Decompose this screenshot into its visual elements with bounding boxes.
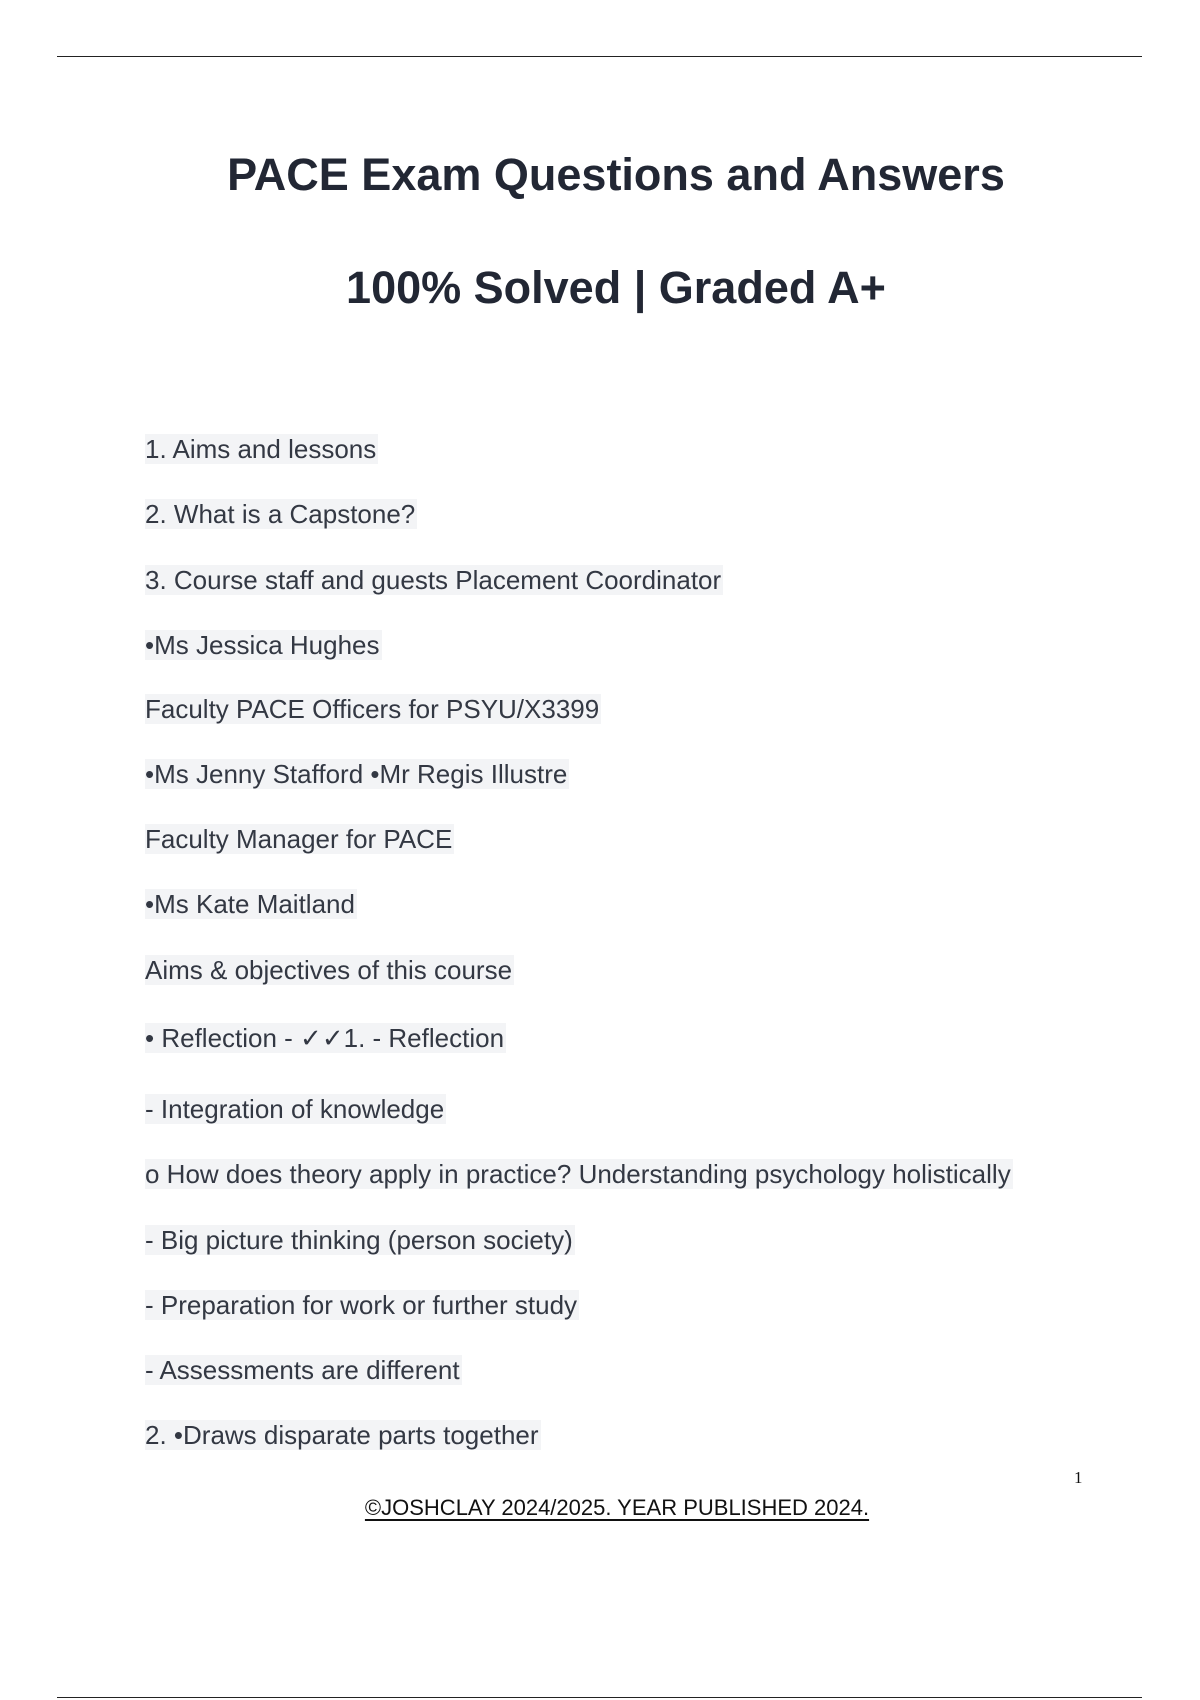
content-line: •Ms Jessica Hughes <box>145 630 380 660</box>
top-rule <box>57 56 1142 57</box>
content-line: - Assessments are different <box>145 1355 460 1385</box>
document-title: PACE Exam Questions and Answers <box>227 149 1005 200</box>
content-line: 2. •Draws disparate parts together <box>145 1420 539 1450</box>
content-line: Aims & objectives of this course <box>145 955 513 985</box>
content-line: 1. Aims and lessons <box>145 434 377 464</box>
content-line: - Integration of knowledge <box>145 1094 445 1124</box>
content-line: o How does theory apply in practice? Understanding psychology holistically <box>145 1159 1011 1189</box>
bottom-rule <box>57 1697 1142 1698</box>
content-line: - Big picture thinking (person society) <box>145 1225 573 1255</box>
content-line: Faculty PACE Officers for PSYU/X3399 <box>145 694 600 724</box>
document-subtitle: 100% Solved | Graded A+ <box>346 262 886 313</box>
content-line: Faculty Manager for PACE <box>145 824 453 854</box>
content-line: 2. What is a Capstone? <box>145 499 416 529</box>
copyright-footer: ©JOSHCLAY 2024/2025. YEAR PUBLISHED 2024. <box>364 1495 870 1520</box>
content-line: •Ms Jenny Stafford •Mr Regis Illustre <box>145 759 568 789</box>
content-line: 3. Course staff and guests Placement Coordinator <box>145 565 722 595</box>
page-number: 1 <box>1074 1468 1083 1487</box>
content-line: - Preparation for work or further study <box>145 1290 578 1320</box>
content-line: •Ms Kate Maitland <box>145 889 355 919</box>
content-line: • Reflection - ✓✓1. - Reflection <box>145 1023 505 1053</box>
